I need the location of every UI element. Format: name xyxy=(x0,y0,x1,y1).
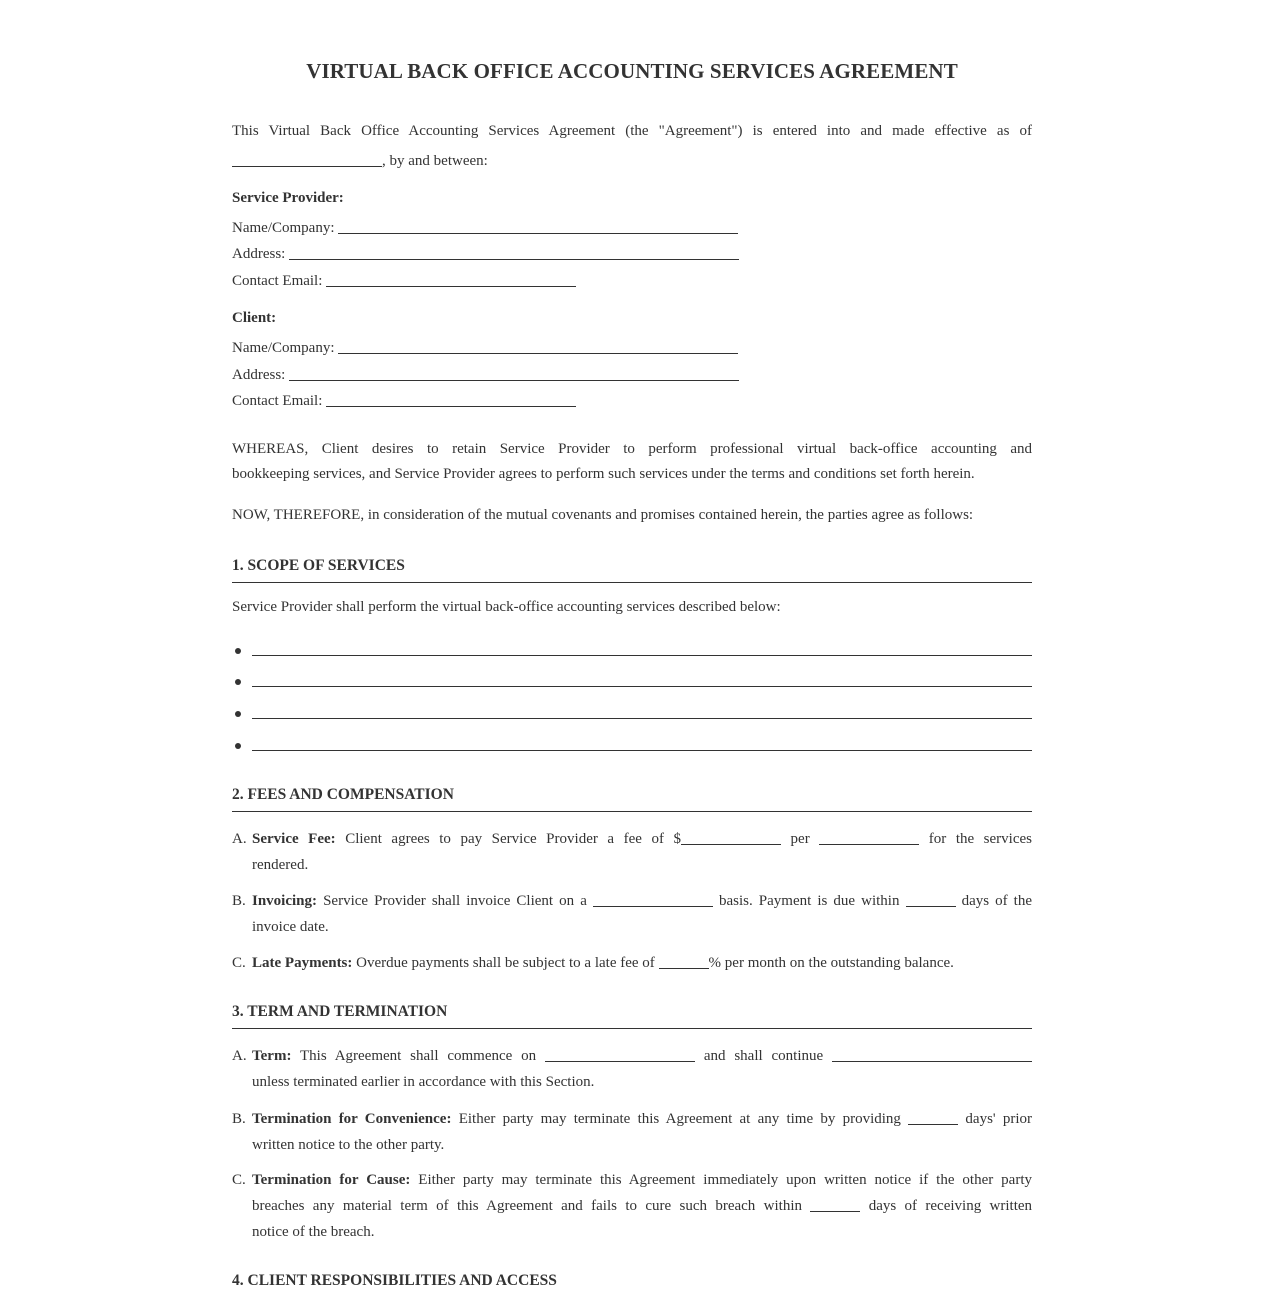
termination-convenience-label: Termination for Convenience: xyxy=(252,1111,452,1127)
term-item-a xyxy=(232,1043,1032,1095)
item-marker: A. xyxy=(232,831,247,847)
cure-days-field[interactable] xyxy=(810,1197,860,1212)
whereas-line-2: bookkeeping services, and Service Provider agrees to perform such services under the terms and conditions set forth herein. xyxy=(232,466,975,482)
invoicing-label: Invoicing: xyxy=(252,893,318,909)
fees-item-a xyxy=(232,826,1032,878)
fees-item-b-line-1: Invoicing: Service Provider shall invoice Client on a basis. Payment is due within days of the xyxy=(252,893,1033,909)
term-duration-field[interactable] xyxy=(832,1047,1032,1062)
fees-item-b xyxy=(232,888,1032,940)
term-item-c xyxy=(232,1167,1032,1245)
intro-line-2 xyxy=(232,150,488,170)
bullet-icon xyxy=(235,648,241,654)
term-item-a-line-1: Term: This Agreement shall commence on and shall continue xyxy=(252,1043,1032,1069)
notice-days-field[interactable] xyxy=(908,1110,958,1125)
client-heading: Client: xyxy=(232,310,277,326)
client-address-row xyxy=(232,364,739,384)
fees-item-a-line-2: rendered. xyxy=(252,857,309,873)
service-field-2[interactable] xyxy=(252,686,1032,687)
term-label: Term: xyxy=(252,1048,292,1064)
client-address-field[interactable] xyxy=(289,366,739,381)
term-item-b xyxy=(232,1106,1032,1158)
provider-email-field[interactable] xyxy=(326,272,576,287)
list-item xyxy=(232,643,1032,663)
fees-item-c: C. Late Payments: Overdue payments shall be subject to a late fee of % per month on the outstanding balance. xyxy=(232,950,1032,976)
list-item xyxy=(232,706,1032,726)
client-email-field[interactable] xyxy=(326,392,576,407)
late-payments-label: Late Payments: xyxy=(252,955,353,971)
provider-name-label: Name/Company: xyxy=(232,220,335,236)
provider-address-row xyxy=(232,243,739,263)
provider-name-row xyxy=(232,217,738,237)
term-item-a-line-2: unless terminated earlier in accordance with this Section. xyxy=(252,1074,595,1090)
fees-item-b-line-2: invoice date. xyxy=(252,919,329,935)
client-name-field[interactable] xyxy=(338,339,738,354)
bullet-icon xyxy=(235,743,241,749)
document-title: VIRTUAL BACK OFFICE ACCOUNTING SERVICES AGREEMENT xyxy=(306,59,958,83)
item-marker: B. xyxy=(232,893,246,909)
service-provider-heading: Service Provider: xyxy=(232,190,344,206)
service-field-3[interactable] xyxy=(252,718,1032,719)
commence-date-field[interactable] xyxy=(545,1047,695,1062)
item-marker: C. xyxy=(232,955,246,971)
list-item xyxy=(232,738,1032,758)
service-fee-label: Service Fee: xyxy=(252,831,336,847)
section-1-text: Service Provider shall perform the virtual back-office accounting services described below: xyxy=(232,599,781,615)
client-name-label: Name/Company: xyxy=(232,340,335,356)
fee-period-field[interactable] xyxy=(819,830,919,845)
provider-address-field[interactable] xyxy=(289,245,739,260)
item-marker: C. xyxy=(232,1172,246,1188)
client-name-row xyxy=(232,337,738,357)
bullet-icon xyxy=(235,711,241,717)
provider-email-row xyxy=(232,270,576,290)
intro-by-and-between: , by and between: xyxy=(382,153,488,169)
term-item-c-line-3: notice of the breach. xyxy=(252,1224,375,1240)
termination-cause-label: Termination for Cause: xyxy=(252,1172,411,1188)
term-item-b-line-1: Termination for Convenience: Either party may terminate this Agreement at any time by providing days' prior xyxy=(252,1111,1032,1127)
section-3-heading: 3. TERM AND TERMINATION xyxy=(232,1003,1032,1029)
section-2-heading: 2. FEES AND COMPENSATION xyxy=(232,786,1032,812)
fees-item-a-line-1: Service Fee: Client agrees to pay Service Provider a fee of $ per for the services xyxy=(252,831,1032,847)
service-field-1[interactable] xyxy=(252,655,1032,656)
provider-address-label: Address: xyxy=(232,246,286,262)
section-1-heading: 1. SCOPE OF SERVICES xyxy=(232,557,1032,583)
item-marker: A. xyxy=(232,1048,247,1064)
client-address-label: Address: xyxy=(232,367,286,383)
payment-days-field[interactable] xyxy=(906,892,956,907)
whereas-line-1: WHEREAS, Client desires to retain Service Provider to perform professional virtual back-office accounting and xyxy=(232,441,1032,457)
provider-name-field[interactable] xyxy=(338,219,738,234)
effective-date-field[interactable] xyxy=(232,152,382,167)
client-email-label: Contact Email: xyxy=(232,393,323,409)
item-marker: B. xyxy=(232,1111,246,1127)
service-field-4[interactable] xyxy=(252,750,1032,751)
provider-email-label: Contact Email: xyxy=(232,273,323,289)
term-item-c-line-1: Termination for Cause: Either party may terminate this Agreement immediately upon written notice if the other party xyxy=(252,1172,1033,1188)
late-fee-percent-field[interactable] xyxy=(659,954,709,969)
section-4-heading: 4. CLIENT RESPONSIBILITIES AND ACCESS xyxy=(232,1272,557,1289)
invoice-basis-field[interactable] xyxy=(593,892,713,907)
fee-amount-field[interactable] xyxy=(681,830,781,845)
term-item-c-line-2: breaches any material term of this Agreement and fails to cure such breach within days of receiving written xyxy=(252,1198,1033,1214)
bullet-icon xyxy=(235,679,241,685)
client-email-row xyxy=(232,390,576,410)
term-item-b-line-2: written notice to the other party. xyxy=(252,1137,445,1153)
now-therefore-clause: NOW, THEREFORE, in consideration of the mutual covenants and promises contained herein, the parties agree as follows: xyxy=(232,507,974,523)
list-item xyxy=(232,674,1032,694)
intro-line-1: This Virtual Back Office Accounting Services Agreement (the "Agreement") is entered into and made effective as of xyxy=(232,123,1032,139)
